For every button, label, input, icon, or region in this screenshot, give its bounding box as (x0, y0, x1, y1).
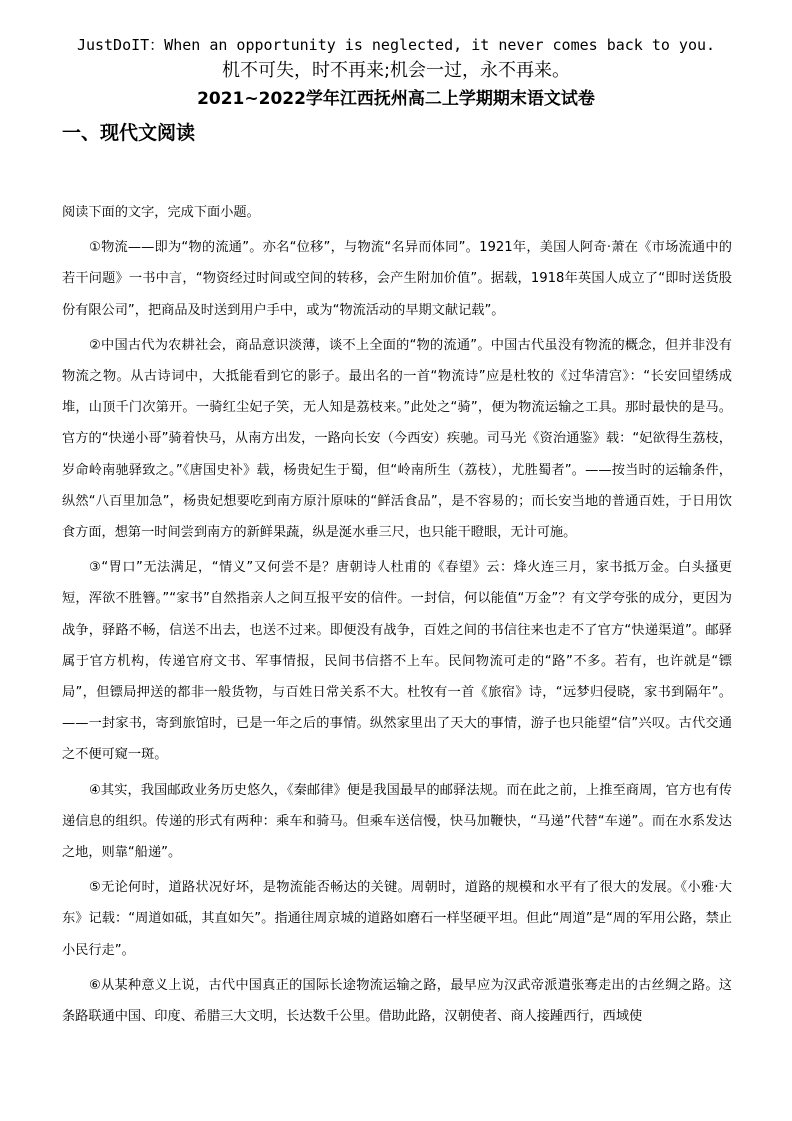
instruction-text: 阅读下面的文字，完成下面小题。 (62, 205, 260, 220)
exam-title: 2021~2022学年江西抚州高二上学期期末语文试卷 (197, 89, 595, 109)
motto-chinese: 机不可失，时不再来;机会一过，永不再来。 (221, 60, 571, 81)
paragraph-5: ⑤无论何时，道路状况好坏，是物流能否畅达的关键。周朝时，道路的规模和水平有了很大的发展。《小雅·大东》记载：“周道如砥，其直如矢”。指通往周京城的道路如磨石一样坚硬平坦。但此“周道”是“周的军用公路，禁止小民行走”。 (62, 880, 732, 958)
motto-english: JustDoIT：When an opportunity is neglected, it never comes back to you. (76, 36, 716, 54)
paragraph-1: ①物流——即为“物的流通”。亦名“位移”，与物流“名异而体同”。1921年，美国人阿奇·萧在《市场流通中的若干问题》一书中言，“物资经过时间或空间的转移，会产生附加价值”。据载，1918年英国人成立了“即时送货股份有限公司”，把商品及时送到用户手中，或为“物流活动的早期文献记载”。 (62, 240, 732, 318)
paragraph-2: ②中国古代为农耕社会，商品意识淡薄，谈不上全面的“物的流通”。中国古代虽没有物流的概念，但并非没有物流之物。从古诗词中，大抵能看到它的影子。最出名的一首“物流诗”应是杜牧的《过华清宫》：“长安回望绣成堆，山顶千门次第开。一骑红尘妃子笑，无人知是荔枝来。”此处之“骑”，便为物流运输之工具。那时最快的是马。官方的“快递小哥”骑着快马，从南方出发，一路向长安（今西安）疾驰。司马光《资治通鉴》载：“妃欲得生荔枝，岁命岭南驰驿致之。”《唐国史补》载，杨贵妃生于蜀，但“岭南所生（荔枝），尤胜蜀者”。——按当时的运输条件，纵然“八百里加急”，杨贵妃想要吃到南方原汁原味的“鲜活食品”，是不容易的；而长安当地的普通百姓，于日用饮食方面，想第一时间尝到南方的新鲜果蔬，纵是涎水垂三尺，也只能干瞪眼，无计可施。 (62, 337, 732, 541)
section-heading: 一、现代文阅读 (62, 122, 196, 144)
reading-passage (62, 197, 732, 1036)
paragraph-6: ⑥从某种意义上说，古代中国真正的国际长途物流运输之路，最早应为汉武帝派遣张骞走出的古丝绸之路。这条路联通中国、印度、希腊三大文明，长达数千公里。借助此路，汉朝使者、商人接踵西行，西域使 (62, 977, 732, 1025)
paragraph-4: ④其实，我国邮政业务历史悠久，《秦邮律》便是我国最早的邮驿法规。而在此之前，上推至商周，官方也有传递信息的组织。传递的形式有两种：乘车和骑马。但乘车送信慢，快马加鞭快，“马递”代替“车递”。而在水系发达之地，则靠“船递”。 (62, 782, 732, 861)
paragraph-3: ③“胃口”无法满足，“情义”又何尝不是？唐朝诗人杜甫的《春望》云：烽火连三月，家书抵万金。白头搔更短，浑欲不胜簪。”“家书”自然指亲人之间互报平安的信件。一封信，何以能值“万金”？有文学夸张的成分，更因为战争，驿路不畅，信送不出去，也送不过来。即便没有战争，百姓之间的书信往来也走不了官方“快递渠道”。邮驿属于官方机构，传递官府文书、军事情报，民间书信搭不上车。民间物流可走的“路”不多。若有，也许就是“镖局”，但镖局押送的都非一般货物，与百姓日常关系不大。杜牧有一首《旅宿》诗，“远梦归侵晓，家书到隔年”。——一封家书，寄到旅馆时，已是一年之后的事情。纵然家里出了天大的事情，游子也只能望“信”兴叹。古代交通之不便可窥一斑。 (62, 560, 732, 763)
